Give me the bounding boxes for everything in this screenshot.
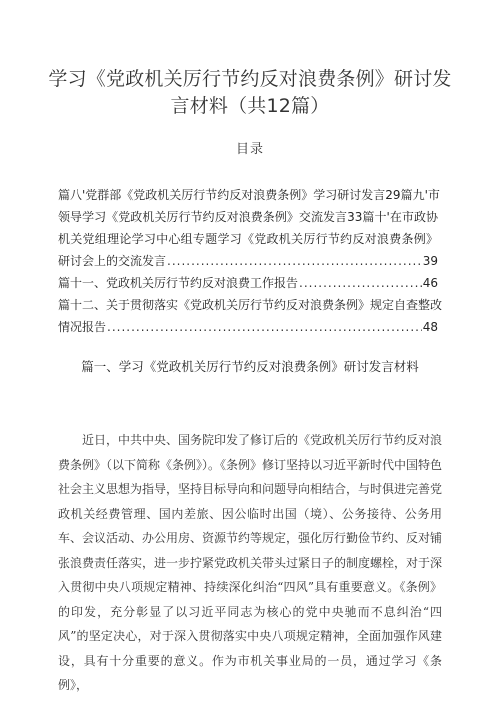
toc-entry-12[interactable] xyxy=(58,316,438,338)
toc-entry-label: 情况报告 xyxy=(58,320,107,334)
document-title: 学习《党政机关厉行节约反对浪费条例》研讨发言材料（共12篇） xyxy=(48,68,452,117)
toc-entry-line[interactable]: 篇八'党群部《党政机关厉行节约反对浪费条例》学习研讨发言29篇九'市 xyxy=(58,188,440,202)
toc-heading: 目录 xyxy=(235,142,264,157)
toc-entry-line[interactable]: 机关党组理论学习中心组专题学习《党政机关厉行节约反对浪费条例》 xyxy=(58,232,438,246)
toc-entry-11[interactable] xyxy=(58,272,438,294)
section-heading: 篇一、学习《党政机关厉行节约反对浪费条例》研讨发言材料 xyxy=(81,359,419,374)
toc-entry-row[interactable] xyxy=(58,250,438,272)
toc-entry-label: 篇十一、党政机关厉行节约反对浪费工作报告 xyxy=(58,276,299,290)
body-paragraph: 近日，中共中央、国务院印发了修订后的《党政机关厉行节约反对浪费条例》（以下简称《条例》）。《条例》修订坚持以习近平新时代中国特色社会主义思想为指导，坚持目标导向和问题导向相结合，与时俱进完善党政机关经费管理、国内差旅、因公临时出国（境）、公务接待、公务用车、会议活动、办公用房、资源节约等规定，强化厉行勤俭节约、反对铺张浪费责任落实，进一步拧紧党政机关带头过紧日子的制度螺栓，对于深入贯彻中央八项规定精神、持续深化纠治“四风”具有重要意义。《条例》的印发，充分彰显了以习近平同志为核心的党中央驰而不息纠治“四风”的坚定决心，对于深入贯彻落实中央八项规定精神，全面加强作风建设，具有十分重要的意义。作为市机关事业局的一员，通过学习《条例》， xyxy=(58,433,443,692)
toc-leader-dots xyxy=(167,250,422,272)
toc-page-number: 48 xyxy=(422,320,438,334)
toc-leader-dots xyxy=(107,316,422,338)
toc-page-number: 46 xyxy=(422,276,438,290)
table-of-contents xyxy=(58,184,443,338)
toc-leader-dots xyxy=(299,272,422,294)
toc-page-number: 39 xyxy=(422,254,438,268)
toc-entry-12-line[interactable]: 篇十二、关于贯彻落实《党政机关厉行节约反对浪费条例》规定自查整改 xyxy=(58,298,443,312)
toc-entry-label: 研讨会上的交流发言 xyxy=(58,254,167,268)
toc-entry-line[interactable]: 领导学习《党政机关厉行节约反对浪费条例》交流发言33篇十'在市政协 xyxy=(58,210,438,224)
